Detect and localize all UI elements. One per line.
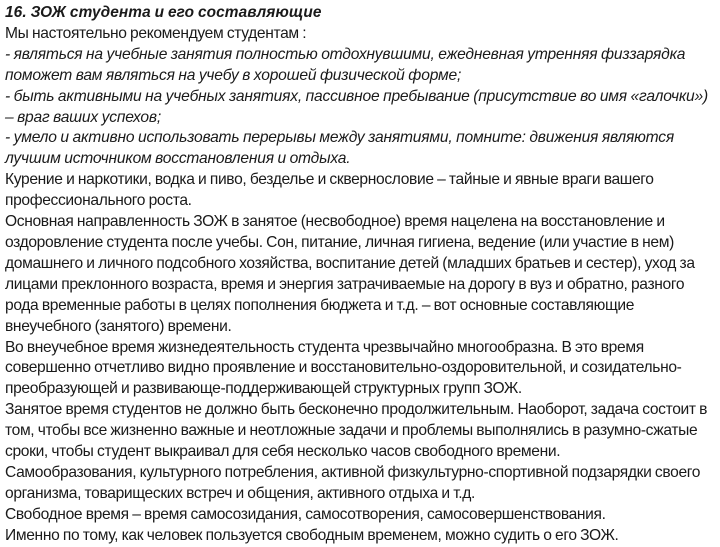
paragraph-free-time: Свободное время – время самосозидания, самосотворения, самосовершенствования.	[5, 505, 606, 523]
paragraph-enemies: Курение и наркотики, водка и пиво, безделье и сквернословие – тайные и явные враги вашего профессионального роста.	[5, 171, 654, 210]
document-title: 16. ЗОЖ студента и его составляющие	[5, 4, 322, 21]
paragraph-conclusion: Именно по тому, как человек пользуется свободным временем, можно судить о его ЗОЖ.	[5, 526, 619, 544]
intro-text: Мы настоятельно рекомендуем студентам :	[5, 24, 307, 42]
recommendation-item: - быть активными на учебных занятиях, пассивное пребывание (присутствие во имя «галочки») – враг ваших успехов;	[5, 87, 708, 126]
recommendation-item: - умело и активно использовать перерывы между занятиями, помните: движения являются лучшим источником восстановления и отдыха.	[5, 129, 674, 168]
paragraph-extracurricular: Во внеучебное время жизнедеятельность студента чрезвычайно многообразна. В это время совершенно отчетливо видно проявление и восстановительно-оздоровительной, и созидательно-преобразующей и развивающе-поддерживающей структурных групп ЗОЖ.	[5, 338, 682, 398]
paragraph-occupied-time: Занятое время студентов не должно быть бесконечно продолжительным. Наоборот, задача состоит в том, чтобы все жизненно важные и неотложные задачи и проблемы выполнялись в разумно-сжатые сроки, чтобы студент выкраивал для себя несколько часов свободного времени.	[5, 401, 708, 461]
paragraph-busy-time: Основная направленность ЗОЖ в занятое (несвободное) время нацелена на восстановление и оздоровление студента после учебы. Сон, питание, личная гигиена, ведение (или участие в нем) домашнего и личного подсобного хозяйства, воспитание детей (младших братьев и сестер), уход за лицами преклонного возраста, время и энергия затрачиваемые на дорогу в вуз и обратно, разного рода временные работы в целях пополнения бюджета и т.д. – вот основные составляющие внеучебного (занятого) времени.	[5, 213, 695, 335]
recommendation-item: - являться на учебные занятия полностью отдохнувшими, ежедневная утренняя физзарядка поможет вам являться на учебу в хорошей физической форме;	[5, 45, 686, 84]
document-body	[5, 3, 717, 547]
paragraph-self-education: Самообразования, культурного потребления, активной физкультурно-спортивной подзарядки своего организма, товарищеских встреч и общения, активного отдыха и т.д.	[5, 463, 701, 502]
